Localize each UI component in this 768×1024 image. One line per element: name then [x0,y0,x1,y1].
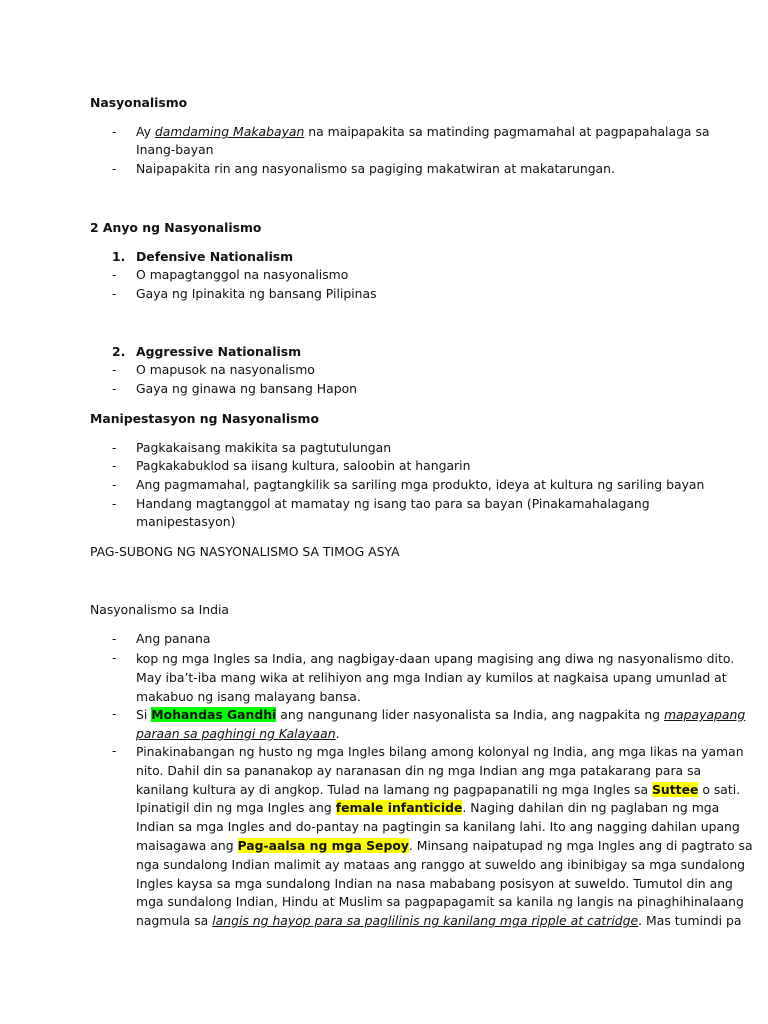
bullet-text: Pagkakabuklod sa iisang kultura, saloobin at hangarin [136,458,471,473]
bullet-text: Ang panana [136,631,211,646]
heading-anyo: 2 Anyo ng Nasyonalismo [90,220,262,235]
paragraph-line: kanilang kultura ay di angkop. Tulad na lamang ng pagpapanatili ng mga Ingles sa Suttee o sati. [136,781,741,797]
bullet-text: Gaya ng Ipinakita ng bansang Pilipinas [136,286,377,301]
bullet-dash: - [112,161,117,176]
paragraph-line: Ipinatigil din ng mga Ingles ang female infanticide. Naging dahilan din ng paglaban ng mga [136,800,720,816]
highlight-infanticide: female infanticide [335,800,463,816]
paragraph-line: makabuo ng isang malayang bansa. [136,688,361,704]
highlight-sepoy: Pag-aalsa ng mga Sepoy [237,837,409,853]
bullet-dash: - [112,286,117,301]
list-number: 1. [112,249,126,264]
list-number: 2. [112,344,126,359]
bullet-dash: - [112,440,117,455]
bullet-dash: - [112,124,117,139]
paragraph-line: paraan sa paghingi ng Kalayaan. [136,725,340,741]
bullet-dash: - [112,362,117,377]
paragraph-line: nagmula sa langis ng hayop para sa paglilinis ng kanilang mga ripple at catridge. Mas tumindi pa [136,913,742,929]
paragraph-line: Indian sa mga Ingles and do-pantay na pagtingin sa kanilang lahi. Ito ang nagging dahilan upang [136,819,740,835]
heading-pag-usbong: PAG-SUBONG NG NASYONALISMO SA TIMOG ASYA [90,544,400,559]
paragraph-line: Si Mohandas Gandhi ang nangunang lider nasyonalista sa India, ang nagpakita ng mapayapang [136,707,746,722]
bullet-text: Ang pagmamahal, pagtangkilik sa sariling mga produkto, ideya at kultura ng sariling bayan [136,477,705,492]
bullet-paragraph [136,743,753,931]
bullet-dash: - [112,477,117,492]
bullet-text: Ay damdaming Makabayan na maipapakita sa matinding pagmamahal at pagpapahalaga sa [136,124,710,139]
bullet-text: Pagkakaisang makikita sa pagtutulungan [136,440,392,455]
bullet-dash: - [112,381,117,396]
bullet-text: Gaya ng ginawa ng bansang Hapon [136,381,358,396]
paragraph-line: nito. Dahil din sa pananakop ay naranasan din ng mga Indian ang mga patakarang para sa [136,762,702,778]
bullet-text-continued: manipestasyon) [136,514,236,529]
paragraph-line: kop ng mga Ingles sa India, ang nagbigay-daan upang magising ang diwa ng nasyonalismo dito. [136,651,735,666]
bullet-text: O mapagtanggol na nasyonalismo [136,267,349,282]
bullet-dash: - [112,496,117,511]
bullet-dash: - [112,706,117,721]
paragraph-line: May iba’t-iba mang wika at relihiyon ang mga Indian ay kumilos at nagkaisa upang umunlad at [136,669,727,685]
bullet-dash: - [112,743,117,758]
bullet-dash: - [112,650,117,665]
form-title: Defensive Nationalism [136,249,294,264]
heading-nasyonalismo: Nasyonalismo [90,95,188,110]
highlight-gandhi: Mohandas Gandhi [151,707,277,722]
form-title: Aggressive Nationalism [136,344,302,359]
bullet-text: O mapusok na nasyonalismo [136,362,315,377]
highlight-suttee: Suttee [651,781,699,797]
bullet-text: Handang magtanggol at mamatay ng isang tao para sa bayan (Pinakamahalagang [136,496,650,511]
bullet-paragraph [136,650,735,706]
paragraph-line: nga sundalong Indian malimit ay mataas ang ranggo at suweldo ang ibinibigay sa mga sundalong [136,856,746,872]
bullet-dash: - [112,267,117,282]
paragraph-line: maisagawa ang Pag-aalsa ng mga Sepoy. Minsang naipatupad ng mga Ingles ang di pagtrato sa [136,837,753,853]
bullet-paragraph [136,706,746,744]
bullet-dash: - [112,458,117,473]
subheading-india: Nasyonalismo sa India [90,602,230,617]
paragraph-line: Ingles kaysa sa mga sundalong Indian na nasa mababang posisyon at suweldo. Tumutol din ang [136,875,733,891]
bullet-text: Naipapakita rin ang nasyonalismo sa pagiging makatwiran at makatarungan. [136,161,615,176]
paragraph-line: mga sundalong Indian, Hindu at Muslim sa pagpapagamit sa kanila ng langis na pinaghihinalaang [136,894,744,910]
paragraph-line: Pinakinabangan ng husto ng mga Ingles bilang among kolonyal ng India, ang mga likas na yaman [136,744,744,759]
heading-manipestasyon: Manipestasyon ng Nasyonalismo [90,411,319,426]
bullet-text-continued: Inang-bayan [136,142,214,157]
bullet-dash: - [112,631,117,646]
